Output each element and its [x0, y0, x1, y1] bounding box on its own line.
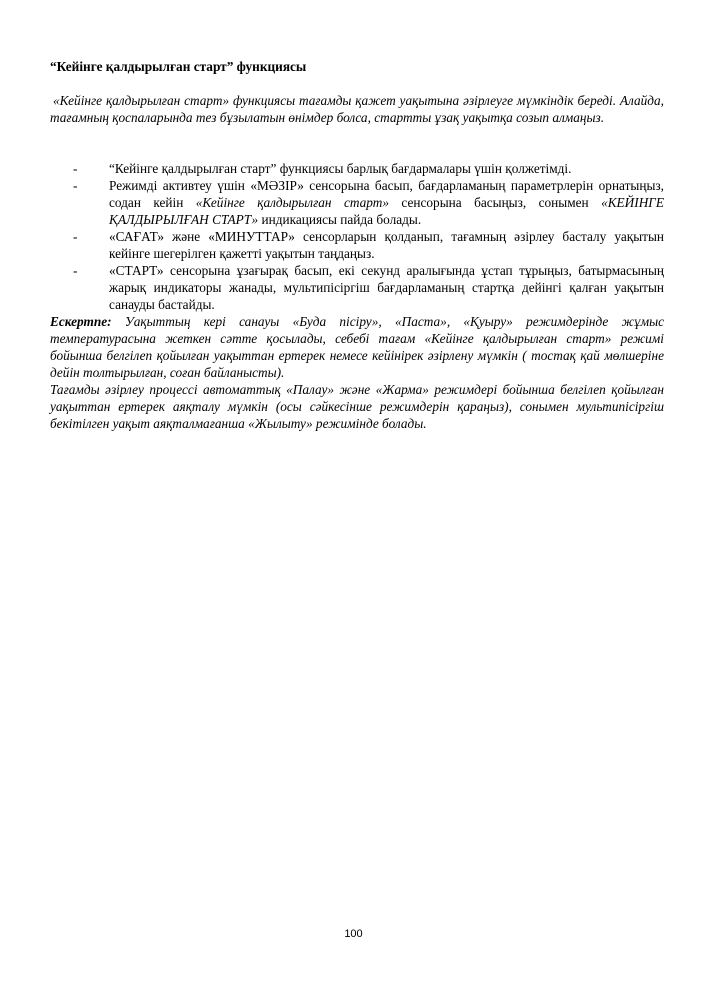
list-item	[50, 228, 664, 262]
list-item-text: “Кейінге қалдырылған старт” функциясы барлық бағдармалары үшін қолжетімді.	[109, 161, 572, 176]
list-item-text: «САҒАТ» және «МИНУТТАР» сенсорларын қолданып, тағамның әзірлеу басталу уақытын кейінге шегерілген қажетті уақытын таңдаңыз.	[109, 229, 664, 261]
list-dash: -	[73, 178, 78, 193]
steps-list	[50, 160, 664, 313]
spacer	[50, 126, 664, 160]
note-paragraph-2: Тағамды әзірлеу процессі автоматтық «Палау» және «Жарма» режимдері бойынша белгілеп қойылған уақыттан ертерек аяқталу мүмкін (осы сәйкесінше режимдерін қараңыз), сонымен мультипісіргіш бекітілген уақыт аяқталмағанша «Жылыту» режимінде болады.	[50, 382, 664, 431]
list-item	[50, 262, 664, 313]
page-number: 100	[344, 928, 363, 940]
list-item-text: Режимді активтеу үшін «МӘЗІР» сенсорына басып, бағдарламаның параметрлерін орнатыңыз, содан кейін	[109, 178, 664, 210]
note-text: Уақыттың кері санауы «Буда пісіру», «Паста», «Қуыру» режимдерінде жұмыс температурасына жеткен сәтте қосылады, себебі тағам «Кейінге қалдырылған старт» режимі бойынша белгілеп қойылған уақыттан ертерек немесе кейінірек әзірлену мүмкін ( тостақ қай мөлшеріне дейін толтырылған, соған байланысты).	[50, 314, 664, 380]
list-item-emphasis: «Кейінге қалдырылған старт»	[195, 195, 389, 210]
list-item-text: индикациясы пайда болады.	[258, 212, 422, 227]
list-item	[50, 177, 664, 228]
list-item	[50, 160, 664, 177]
note-paragraph	[50, 313, 664, 381]
list-item-text: «СТАРТ» сенсорына ұзағырақ басып, екі секунд аралығында ұстап тұрыңыз, батырмасының жарық индикаторы жанады, мультипісіргіш бағдарламаның стартқа дейінгі қалған уақытын санауды бастайды.	[109, 263, 664, 312]
list-dash: -	[73, 263, 78, 278]
list-item-emphasis: «КЕЙІНГЕ ҚАЛДЫРЫЛҒАН СТАРТ»	[109, 195, 664, 227]
list-dash: -	[73, 161, 78, 176]
list-dash: -	[73, 229, 78, 244]
intro-paragraph: «Кейінге қалдырылған старт» функциясы тағамды қажет уақытына әзірлеуге мүмкіндік береді. Алайда, тағамның қоспаларында тез бұзылатын өнімдер болса, стартты ұзақ уақытқа созып алмаңыз.	[50, 93, 664, 125]
document-page	[50, 58, 664, 432]
list-item-text: сенсорына басыңыз, сонымен	[389, 195, 602, 210]
note-label: Ескертпе:	[50, 314, 112, 329]
section-title: “Кейінге қалдырылған старт” функциясы	[50, 59, 307, 74]
